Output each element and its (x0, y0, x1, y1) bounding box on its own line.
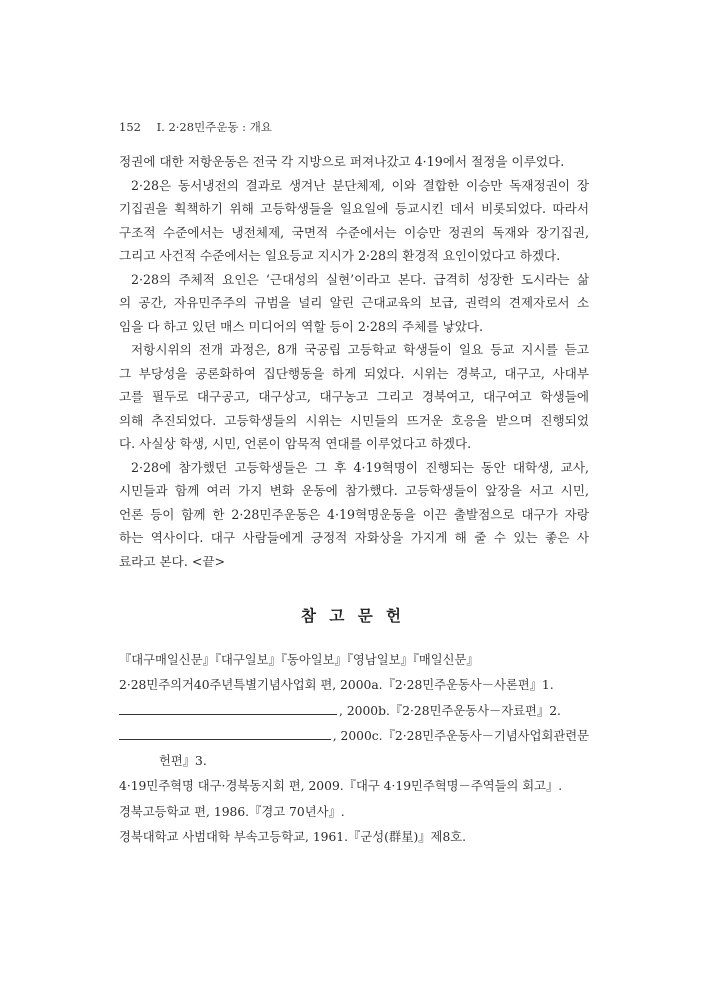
reference-entry: 4·19민주혁명 대구·경북동지회 편, 2009.『대구 4·19민주혁명－주역들의 회고』. (119, 779, 563, 794)
body-line: 임을 다 하고 있던 매스 미디어의 역할 등이 2·28의 주체를 낳았다. (119, 318, 484, 334)
body-line: 다. 사실상 학생, 시민, 언론이 암묵적 연대를 이루었다고 하겠다. (119, 436, 472, 451)
body-line: 언론 등이 함께 한 2·28민주운동은 4·19혁명운동을 이끈 출발점으로 대구가 자랑 (119, 506, 589, 522)
reference-entry-text: , 2000b.『2·28민주운동사－자료편』2. (339, 703, 561, 718)
body-line: 구조적 수준에서는 냉전체제, 국면적 수준에서는 이승만 정권의 독재와 장기집권, (119, 224, 589, 240)
body-text (119, 150, 589, 573)
body-line: 료라고 본다. <끝> (119, 553, 226, 569)
reference-entry: 경북고등학교 편, 1986.『경고 70년사』. (119, 804, 345, 819)
reference-entry (119, 699, 589, 724)
reference-entry (119, 724, 589, 749)
body-line: 그리고 사건적 수준에서는 일요등교 지시가 2·28의 환경적 요인이었다고 하겠다. (119, 248, 561, 263)
running-head (119, 119, 272, 135)
ditto-rule (119, 725, 331, 740)
ditto-rule (119, 700, 337, 715)
body-line: 고를 필두로 대구공고, 대구상고, 대구농고 그리고 경북여고, 대구여고 학생들에 (119, 389, 589, 404)
page-number: 152 (119, 120, 141, 134)
reference-entry-continuation: 헌편』3. (159, 754, 207, 769)
body-line: 하는 역사이다. 대구 사람들에게 긍정적 자화상을 가지게 해 줄 수 있는 좋은 사 (119, 530, 589, 545)
body-line: 의해 추진되었다. 고등학생들의 시위는 시민들의 뜨거운 호응을 받으며 진행되었 (119, 412, 589, 428)
body-line: 의 공간, 자유민주주의 규범을 널리 알린 근대교육의 보급, 권력의 견제자로서 소 (119, 295, 589, 310)
references-title: 참 고 문 헌 (300, 606, 406, 625)
references-list (119, 648, 589, 850)
reference-entry: 『대구매일신문』『대구일보』『동아일보』『영남일보』『매일신문』 (119, 653, 479, 667)
reference-entry: 경북대학교 사범대학 부속고등학교, 1961.『군성(群星)』제8호. (119, 830, 467, 845)
running-head-section: Ⅰ. 2·28민주운동 : 개요 (156, 120, 272, 134)
body-line: 2·28에 참가했던 고등학생들은 그 후 4·19혁명이 진행되는 동안 대학생, 교사, (131, 459, 589, 475)
body-line: 2·28은 동서냉전의 결과로 생겨난 분단체제, 이와 결합한 이승만 독재정권이 장 (131, 177, 589, 193)
reference-entry-text: , 2000c.『2·28민주운동사－기념사업회관련문 (332, 728, 589, 743)
body-line: 기집권을 획책하기 위해 고등학생들을 일요일에 등교시킨 데서 비롯되었다. 따라서 (119, 201, 589, 216)
body-line: 시민들과 함께 여러 가지 변화 운동에 참가했다. 고등학생들이 앞장을 서고 시민, (119, 483, 589, 498)
reference-entry: 2·28민주의거40주년특별기념사업회 편, 2000a.『2·28민주운동사－사론편』1. (119, 678, 554, 693)
body-line: 2·28의 주체적 요인은 ‘근대성의 실현’이라고 본다. 급격히 성장한 도시라는 삶 (131, 271, 589, 287)
body-line: 저항시위의 전개 과정은, 8개 국공립 고등학교 학생들이 일요 등교 지시를 듣고 (131, 342, 589, 357)
body-line: 그 부당성을 공론화하여 집단행동을 하게 되었다. 시위는 경북고, 대구고, 사대부 (119, 365, 589, 381)
body-line: 정권에 대한 저항운동은 전국 각 지방으로 퍼져나갔고 4·19에서 절정을 이루었다. (119, 154, 565, 169)
